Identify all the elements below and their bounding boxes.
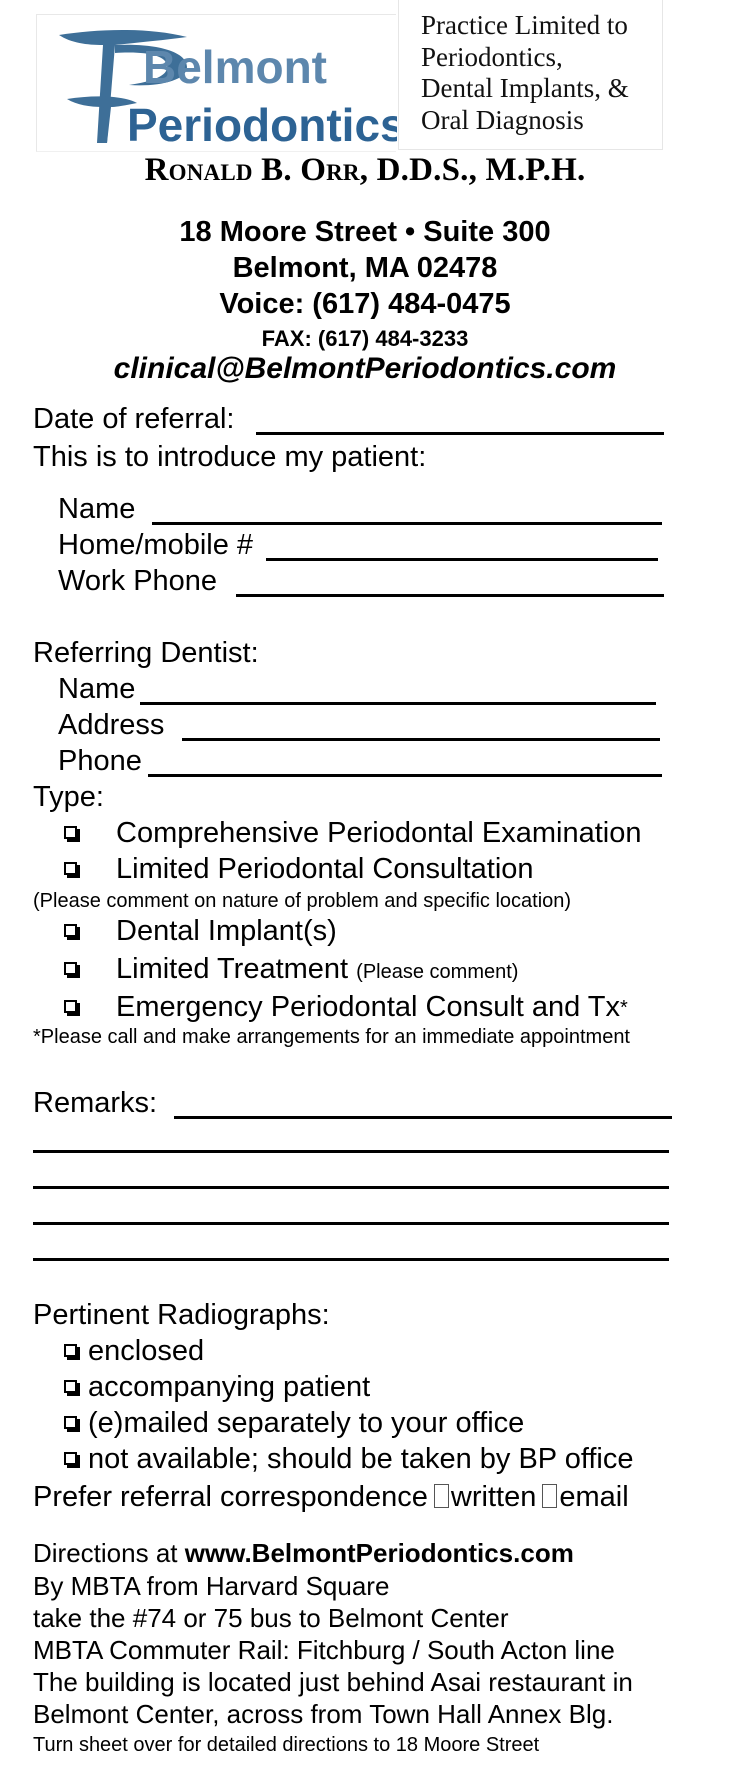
remarks-line[interactable] (33, 1186, 669, 1189)
radiographs-enclosed-label: enclosed (88, 1335, 205, 1367)
patient-name-label: Name (58, 493, 136, 525)
consultation-note: (Please comment on nature of problem and specific location) (33, 890, 572, 912)
checkbox-emergency[interactable] (64, 1000, 77, 1013)
belmont-periodontics-logo (37, 15, 397, 153)
radiographs-label: Pertinent Radiographs: (33, 1299, 330, 1331)
patient-home-phone-label: Home/mobile # (58, 529, 254, 561)
address-city: Belmont, MA 02478 (232, 252, 498, 284)
radiographs-accompanying-label: accompanying patient (88, 1371, 371, 1403)
correspondence-label: Prefer referral correspondence (33, 1481, 428, 1513)
directions-line: By MBTA from Harvard Square (33, 1571, 390, 1601)
remarks-line[interactable] (33, 1258, 669, 1261)
website-link[interactable]: www.BelmontPeriodontics.com (184, 1538, 574, 1568)
type-label: Type: (33, 781, 104, 813)
radiographs-not-available-label: not available; should be taken by BP office (88, 1443, 634, 1475)
remarks-label: Remarks: (33, 1087, 158, 1119)
referring-dentist-heading: Referring Dentist: (33, 637, 259, 669)
logo (36, 14, 396, 152)
patient-work-phone-label: Work Phone (58, 565, 218, 597)
limited-treatment-note: (Please comment) (356, 961, 519, 983)
correspondence-preference (33, 1480, 629, 1514)
practice-line: Oral Diagnosis (421, 104, 584, 135)
dentist-name-field[interactable] (140, 702, 656, 705)
directions-line: take the #74 or 75 bus to Belmont Center (33, 1603, 509, 1633)
intro-text: This is to introduce my patient: (33, 441, 427, 473)
doctor-name-text: Ronald B. Orr, D.D.S., M.P.H. (144, 152, 586, 188)
directions-line: MBTA Commuter Rail: Fitchburg / South Acton line (33, 1635, 615, 1665)
directions-heading (33, 1538, 574, 1568)
checkbox-correspondence-written[interactable] (434, 1484, 449, 1508)
date-of-referral-field[interactable] (256, 432, 664, 435)
logo-text-periodontics: Periodontics (127, 99, 397, 151)
correspondence-written-label: written (450, 1481, 537, 1513)
emergency-note: *Please call and make arrangements for an immediate appointment (33, 1026, 630, 1048)
type-comprehensive-label: Comprehensive Periodontal Examination (116, 817, 642, 849)
checkbox-correspondence-email[interactable] (542, 1484, 557, 1508)
emergency-asterisk: * (620, 997, 628, 1019)
practice-scope-box (398, 0, 663, 150)
directions-prefix: Directions at (33, 1538, 178, 1568)
type-limited-treatment (116, 952, 518, 989)
type-limited-treatment-label: Limited Treatment (116, 953, 349, 985)
voice-phone: Voice: (617) 484-0475 (219, 288, 511, 320)
patient-name-field[interactable] (152, 522, 662, 525)
type-emergency-label: Emergency Periodontal Consult and Tx (116, 991, 621, 1023)
checkbox-dental-implants[interactable] (64, 924, 77, 937)
checkbox-radiographs-emailed[interactable] (64, 1416, 77, 1429)
type-dental-implants-label: Dental Implant(s) (116, 915, 337, 947)
practice-line: Dental Implants, & (421, 73, 629, 103)
dentist-phone-label: Phone (58, 745, 142, 777)
type-emergency (116, 990, 628, 1025)
date-of-referral-label: Date of referral: (33, 403, 235, 435)
remarks-line[interactable] (33, 1222, 669, 1225)
checkbox-radiographs-accompanying[interactable] (64, 1380, 77, 1393)
dentist-name-label: Name (58, 673, 136, 705)
dentist-phone-field[interactable] (148, 774, 662, 777)
dentist-address-field[interactable] (182, 738, 660, 741)
dentist-address-label: Address (58, 709, 165, 741)
remarks-line[interactable] (33, 1150, 669, 1153)
checkbox-comprehensive[interactable] (64, 826, 77, 839)
radiographs-emailed-label: (e)mailed separately to your office (88, 1407, 525, 1439)
checkbox-limited-consultation[interactable] (64, 862, 77, 875)
fax-number: FAX: (617) 484-3233 (261, 326, 469, 351)
patient-home-phone-field[interactable] (266, 558, 658, 561)
turn-sheet-note: Turn sheet over for detailed directions to 18 Moore Street (33, 1734, 540, 1756)
practice-line: Practice Limited to (421, 10, 628, 40)
directions-line: The building is located just behind Asai restaurant in (33, 1667, 633, 1697)
checkbox-limited-treatment[interactable] (64, 962, 77, 975)
remarks-line[interactable] (174, 1116, 672, 1119)
logo-text-belmont: Belmont (143, 41, 327, 93)
checkbox-radiographs-not-available[interactable] (64, 1452, 77, 1465)
address-street: 18 Moore Street • Suite 300 (179, 216, 551, 248)
email-address[interactable]: clinical@BelmontPeriodontics.com (113, 352, 617, 385)
doctor-name (0, 152, 730, 189)
checkbox-radiographs-enclosed[interactable] (64, 1344, 77, 1357)
correspondence-email-label: email (559, 1481, 629, 1513)
directions-line: Belmont Center, across from Town Hall Annex Blg. (33, 1699, 614, 1729)
practice-line: Periodontics, (421, 41, 563, 72)
type-limited-consultation-label: Limited Periodontal Consultation (116, 853, 534, 885)
patient-work-phone-field[interactable] (236, 594, 664, 597)
